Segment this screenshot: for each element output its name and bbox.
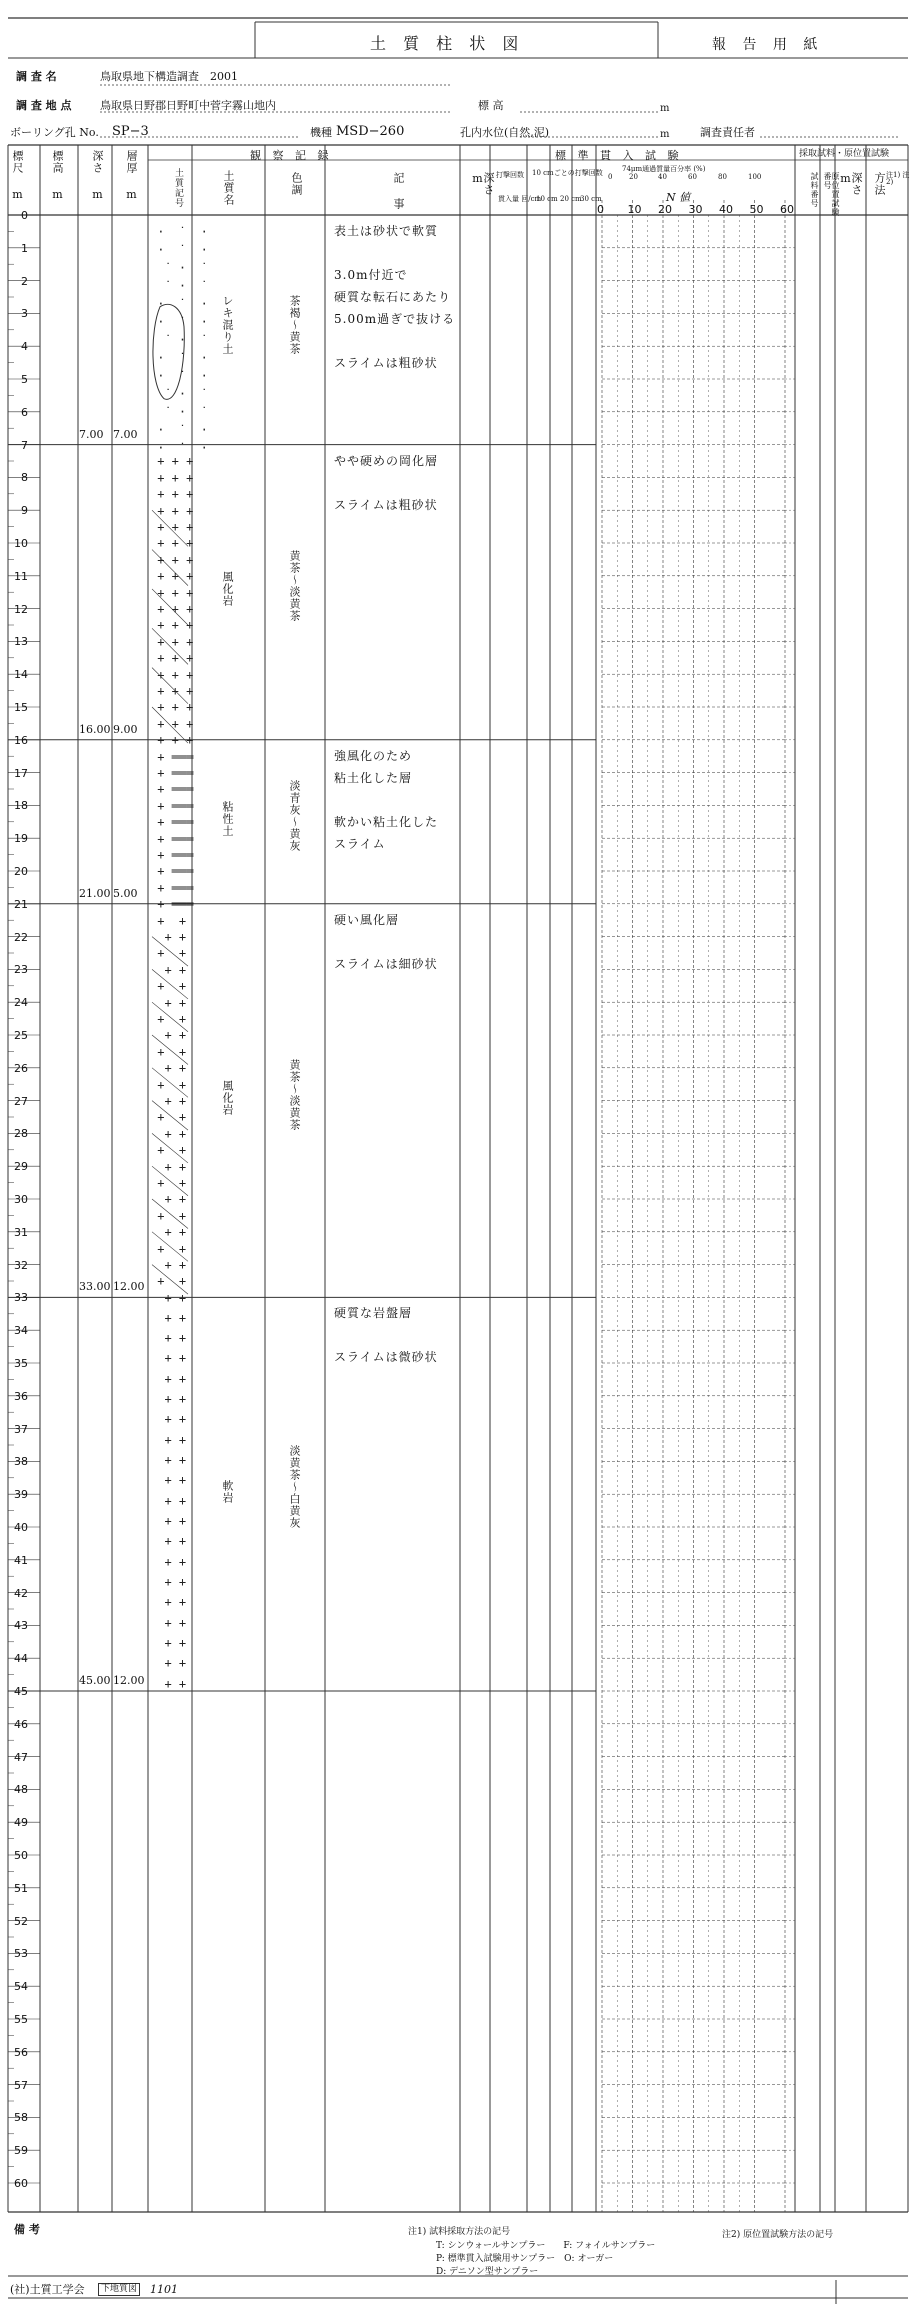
depth-label: 11 [14,569,28,583]
col-c20: 20 cm [560,195,582,203]
depth-label: 23 [14,963,28,977]
depth-label: 0 [21,209,28,222]
soft-rock-symbol: + + [150,1513,201,1528]
depth-label: 54 [14,1980,28,1994]
weathered-rock-symbol: + + + [150,618,201,633]
machine-label: 機種 [310,126,332,139]
depth-label: 8 [21,471,28,485]
layer-depth: 45.00 [79,1674,111,1687]
weathered-rock-symbol: + + + [150,487,201,502]
depth-label: 33 [14,1291,28,1305]
soft-rock-symbol: + + [150,1595,201,1610]
weathered-rock-symbol: + + + [150,536,201,551]
survey-name-label: 調 査 名 [16,70,57,83]
n-tick-label: 50 [749,203,764,216]
gravel-symbol: · ˙ · [150,224,216,239]
depth-label: 5 [21,373,28,386]
col-elev: 標高 m [51,150,64,202]
soft-rock-symbol: + + [150,1615,201,1630]
weathered-rock-symbol: + + [150,962,201,977]
layer-description: 3.0m付近で [334,268,408,282]
clay-symbol: + ═══ [150,880,201,895]
weathered-rock-symbol: + + [150,1176,201,1191]
gravel-symbol: · ˙ · [150,441,216,456]
gravel-symbol: · ˙ · [150,315,216,330]
col-method: 方法 [873,172,886,196]
weathered-rock-symbol: + + [150,1159,201,1174]
weathered-rock-symbol: + + + [150,733,201,748]
depth-label: 36 [14,1389,28,1403]
depth-label: 56 [14,2045,28,2059]
weathered-rock-symbol: + + [150,1028,201,1043]
layer-color: 黄茶〜淡黄茶 [288,550,301,623]
depth-label: 6 [21,405,28,419]
weathered-rock-symbol: + + [150,1126,201,1141]
weathered-rock-symbol: + + [150,1192,201,1207]
depth-label: 53 [14,1947,28,1961]
layer-description: 硬い風化層 [334,912,400,927]
depth-label: 2 [21,274,28,288]
depth-label: 21 [14,897,28,911]
boring-label: ボーリング孔 No. [10,126,99,139]
layer-soil-name: 軟岩 [221,1480,234,1505]
form-code: 1101 [150,2283,178,2296]
weathered-rock-symbol: + + + [150,585,201,600]
col-c30: 30 cm [580,195,602,203]
weathered-rock-symbol: + + [150,930,201,945]
depth-label: 47 [14,1750,28,1764]
n-tick-label: 60 [780,203,794,216]
gravel-symbol: · ˙ · [150,297,216,311]
col-observation: 観 察 記 録 [250,149,333,162]
elevation-unit: m [660,103,670,114]
n-tick-label: 20 [658,203,672,216]
depth-label: 16 [14,733,28,747]
weathered-rock-symbol: + + + [150,700,201,715]
depth-label: 27 [14,1094,28,1108]
depth-label: 60 [14,2177,28,2190]
depth-label: 15 [14,701,28,714]
depth-label: 57 [14,2078,28,2092]
weathered-rock-symbol: + + [150,1061,201,1076]
depth-label: 32 [14,1258,28,1272]
depth-label: 13 [14,635,28,649]
layer-description: やや硬めの岡化層 [334,453,439,468]
col-thick: 層厚 m [125,150,138,202]
layer-description: 表土は砂状で軟質 [334,224,439,238]
col-soil: 土質名 [222,170,235,206]
n-tick-label: 40 [719,203,733,216]
gravel-symbol: · ˙ · [150,351,216,366]
col-color: 色調 [290,172,303,196]
depth-label: 4 [21,340,28,354]
weathered-rock-symbol: + + [150,995,201,1010]
gravel-symbol: ˙ · ˙ [150,405,208,420]
depth-label: 18 [14,799,28,813]
weathered-rock-symbol: + + + [150,684,201,699]
soft-rock-symbol: + + [150,1635,201,1650]
layer-thickness: 12.00 [113,1280,145,1294]
depth-label: 45 [14,1685,28,1698]
pr-tick-100: 100 [748,173,762,181]
gravel-symbol: ˙ · ˙ [150,333,208,348]
note1-title: 注1) 試料採取方法の記号 [408,2227,511,2237]
soft-rock-symbol: + + [150,1371,201,1386]
layer-depth: 33.00 [79,1280,111,1294]
layer-soil-name: 風化岩 [221,571,234,608]
soft-rock-symbol: + + [150,1493,201,1508]
weathered-rock-symbol: + + [150,1241,201,1256]
layer-description: スライム [334,836,386,851]
col-symbol: 土質記号 [173,168,183,208]
gravel-symbol: · ˙ · [150,423,216,438]
clay-symbol: + ═══ [150,749,201,764]
weathered-rock-symbol: + + + [150,667,201,682]
col-blow: 打撃回数 [496,171,524,179]
survey-name: 鳥取県地下構造調査 2001 [100,70,238,83]
layer-depth: 21.00 [79,886,111,900]
depth-label: 42 [14,1586,28,1600]
layer-color: 淡黄茶〜白黄灰 [288,1445,301,1530]
col-sample: 採取試料・原位置試験 [799,149,890,159]
layer-description: スライムは微砂状 [334,1350,438,1365]
col-sample-no: 試料番号 [810,172,819,208]
n-tick-label: 10 [627,203,642,216]
col-desc: 記 事 [392,172,405,210]
col-sample-depth: 深さ m [839,172,863,196]
depth-label: 40 [14,1521,28,1534]
col-depth: 深さ m [91,150,104,202]
soft-rock-symbol: + + [150,1452,201,1467]
form-code-label: 下地質図 [98,2283,140,2296]
site-name: 鳥取県日野郡日野町中菅字霧山地内 [100,99,276,112]
depth-label: 17 [14,766,28,780]
layer-description: 強風化のため [334,748,413,763]
layer-description: 粘土化した層 [334,770,413,785]
soft-rock-symbol: + + [150,1554,201,1569]
weathered-rock-symbol: + + [150,1044,201,1059]
n-tick-label: 0 [597,203,604,216]
weathered-rock-symbol: + + + [150,552,201,567]
clay-symbol: + ═══ [150,897,201,912]
layer-soil-name: 風化岩 [221,1079,234,1116]
weathered-rock-symbol: + + + [150,454,201,469]
depth-label: 39 [14,1488,28,1502]
site-label: 調 査 地 点 [16,99,72,112]
layer-color: 茶褐〜黄茶 [288,294,301,355]
depth-label: 38 [14,1455,28,1469]
layer-thickness: 12.00 [113,1674,145,1687]
depth-label: 9 [21,504,28,518]
note1-line-a: T: シンウォールサンプラー F: フォイルサンプラー [436,2241,656,2251]
depth-label: 37 [14,1422,28,1436]
soft-rock-symbol: + + [150,1676,201,1691]
soft-rock-symbol: + + [150,1473,201,1488]
layer-description: スライムは粗砂状 [334,356,438,370]
clay-symbol: + ═══ [150,815,201,830]
depth-label: 44 [14,1652,28,1666]
col-pen: 貫入量 回/cm [498,195,542,203]
clay-symbol: + ═══ [150,766,201,781]
layer-soil-name: 粘性土 [221,800,234,837]
clay-symbol: + ═══ [150,831,201,846]
col-scale: 標尺 m [11,150,24,202]
gravel-symbol: ˙ · ˙ [150,260,208,275]
col-test-no: 原位置試験番号 [823,172,840,217]
weathered-rock-symbol: + + + [150,470,201,485]
layer-thickness: 7.00 [113,427,138,441]
depth-label: 30 [14,1193,28,1206]
weathered-rock-symbol: + + [150,946,201,961]
depth-label: 35 [14,1357,28,1370]
pr-tick-40: 40 [658,173,667,181]
layer-thickness: 9.00 [113,722,138,736]
soft-rock-symbol: + + [150,1574,201,1589]
col-c10: 10 cm [536,195,558,203]
depth-label: 58 [14,2111,28,2125]
depth-label: 59 [14,2144,28,2158]
depth-label: 55 [14,2013,28,2026]
water-level-label: 孔内水位(自然,泥) [460,126,550,139]
depth-label: 20 [14,865,28,878]
water-level-unit: m [660,129,670,140]
depth-label: 41 [14,1553,28,1567]
n-tick-label: 30 [688,203,703,216]
weathered-rock-symbol: + + + [150,569,201,584]
col-spt: 標 準 貫 入 試 験 [555,149,683,162]
depth-label: 49 [14,1816,28,1830]
weathered-rock-symbol: + + [150,1077,201,1092]
depth-label: 3 [21,307,28,321]
layer-description: 5.00m過ぎで抜ける [334,312,456,326]
soft-rock-symbol: + + [150,1351,201,1366]
col-pass-ratio: 0 [608,173,613,181]
elevation-label: 標 高 [478,99,504,112]
layer-description: 硬質な転石にあたり [334,290,452,304]
pr-tick-80: 80 [718,173,727,181]
col-per10: 10 cmごとの打撃回数 [532,169,603,177]
depth-label: 10 [14,537,28,550]
weathered-rock-symbol: + + [150,979,201,994]
machine-value: MSD−260 [336,124,405,139]
page-title: 土 質 柱 状 図 [370,34,525,53]
weathered-rock-symbol: + + [150,1274,201,1289]
layer-description: スライムは細砂状 [334,956,438,971]
clay-symbol: + ═══ [150,782,201,797]
depth-label: 22 [14,930,28,944]
col-pass-ratio-title: 74μm通過質量百分率 (%) [622,165,706,173]
weathered-rock-symbol: + + [150,1258,201,1273]
clay-symbol: + ═══ [150,848,201,863]
soft-rock-symbol: + + [150,1412,201,1427]
depth-label: 25 [14,1029,28,1042]
gravel-symbol: · ˙ · [150,369,216,384]
weathered-rock-symbol: + + [150,1110,201,1125]
boring-number: SP−3 [112,124,149,139]
weathered-rock-symbol: + + + [150,602,201,617]
weathered-rock-symbol: + + [150,1143,201,1158]
clay-symbol: + ═══ [150,798,201,813]
depth-label: 50 [14,1849,28,1862]
depth-label: 46 [14,1717,28,1731]
weathered-rock-symbol: + + + [150,634,201,649]
depth-label: 14 [14,668,28,682]
remarks-label: 備 考 [14,2223,40,2236]
depth-label: 43 [14,1619,28,1633]
depth-label: 26 [14,1061,28,1075]
weathered-rock-symbol: + + + [150,520,201,535]
layer-thickness: 5.00 [113,886,138,900]
pr-tick-60: 60 [688,173,697,181]
depth-label: 19 [14,832,28,846]
weathered-rock-symbol: + + [150,1290,201,1305]
gravel-symbol: ˙ · ˙ [150,387,208,402]
weathered-rock-symbol: + + + [150,716,201,731]
layer-description: 軟かい粘土化した [334,814,439,829]
col-method-note: 注1) 注2) [886,171,910,186]
depth-label: 34 [14,1324,28,1338]
depth-label: 48 [14,1783,28,1797]
gravel-symbol: · ˙ · [150,242,216,257]
clay-symbol: + ═══ [150,864,201,879]
soft-rock-symbol: + + [150,1310,201,1325]
layer-color: 黄茶〜淡黄茶 [288,1058,301,1131]
layer-depth: 16.00 [79,722,111,736]
note1-line-c: D: デニソン型サンプラー [436,2267,539,2277]
soft-rock-symbol: + + [150,1432,201,1447]
weathered-rock-symbol: + + [150,1012,201,1027]
layer-soil-name: レキ混り土 [221,294,234,355]
soft-rock-symbol: + + [150,1330,201,1345]
weathered-rock-symbol: + + + [150,651,201,666]
note2: 注2) 原位置試験方法の記号 [722,2230,834,2240]
depth-label: 7 [21,438,28,452]
gravel-symbol: ˙ · ˙ [150,278,208,293]
weathered-rock-symbol: + + [150,913,201,928]
layer-depth: 7.00 [79,427,104,441]
depth-label: 28 [14,1127,28,1141]
soft-rock-symbol: + + [150,1534,201,1549]
depth-label: 31 [14,1225,28,1239]
depth-label: 52 [14,1914,28,1928]
publisher: (社)土質工学会 [10,2283,85,2296]
soft-rock-symbol: + + [150,1391,201,1406]
pr-tick-20: 20 [629,173,638,181]
layer-description: 硬質な岩盤層 [334,1306,413,1321]
report-label: 報 告 用 紙 [712,37,824,53]
depth-label: 1 [21,241,28,255]
depth-label: 24 [14,996,28,1010]
layer-color: 淡青灰〜黄灰 [288,779,301,852]
layer-description: スライムは粗砂状 [334,497,438,512]
note1-line-b: P: 標準貫入試験用サンプラー O: オーガー [436,2254,614,2264]
col-spt-depth: 深さ m [471,172,495,196]
depth-label: 12 [14,602,28,616]
depth-label: 51 [14,1881,28,1895]
soft-rock-symbol: + + [150,1656,201,1671]
weathered-rock-symbol: + + + [150,503,201,518]
depth-label: 29 [14,1160,28,1174]
investigator-label: 調査責任者 [700,126,755,139]
weathered-rock-symbol: + + [150,1094,201,1109]
col-n-value: N 値 [666,191,691,204]
weathered-rock-symbol: + + [150,1208,201,1223]
weathered-rock-symbol: + + [150,1225,201,1240]
